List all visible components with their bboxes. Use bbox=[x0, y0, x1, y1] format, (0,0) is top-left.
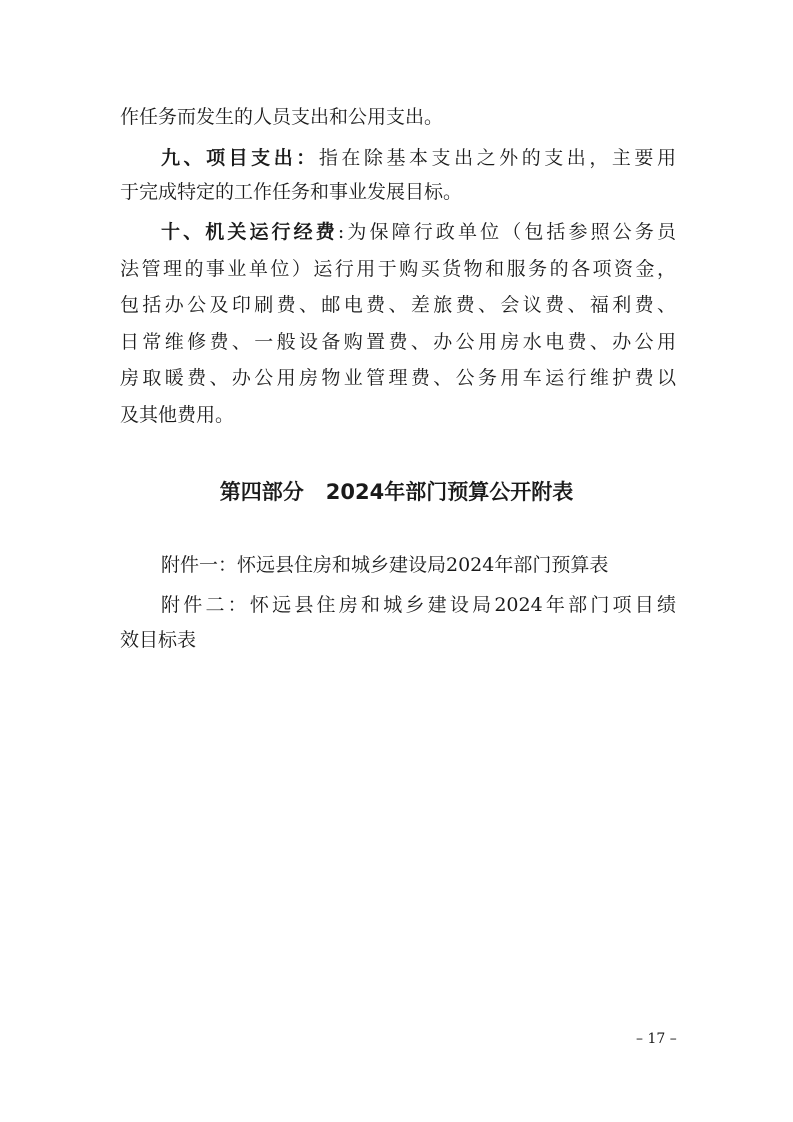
item-nine-line-2 bbox=[120, 180, 676, 204]
section-heading bbox=[0, 478, 793, 506]
item-nine-label: 九、项目支出： bbox=[161, 147, 319, 169]
attachment-two-line-2 bbox=[120, 628, 676, 652]
attachment-one-text: 附件一：怀远县住房和城乡建设局2024年部门预算表 bbox=[161, 554, 609, 576]
item-ten-line-3 bbox=[120, 293, 676, 317]
item-nine-line-1 bbox=[161, 146, 676, 170]
attachment-one bbox=[161, 553, 676, 577]
item-ten-line-4 bbox=[120, 330, 676, 354]
item-ten-text-4: 日常维修费、一般设备购置费、办公用房水电费、办公用 bbox=[120, 331, 676, 353]
section-part: 第四部分 bbox=[219, 480, 304, 504]
item-ten-line-1 bbox=[161, 220, 676, 244]
item-ten-label: 十、机关运行经费 bbox=[161, 221, 338, 243]
section-title-text: 2024年部门预算公开附表 bbox=[325, 480, 574, 504]
attachment-two-text-cont: 效目标表 bbox=[120, 629, 197, 651]
item-ten-text: :为保障行政单位（包括参照公务员 bbox=[337, 221, 676, 243]
item-ten-text-6: 及其他费用。 bbox=[120, 404, 235, 426]
attachment-two-line-1 bbox=[161, 593, 676, 617]
paragraph-text: 作任务而发生的人员支出和公用支出。 bbox=[120, 106, 444, 128]
item-ten-text-5: 房取暖费、办公用房物业管理费、公务用车运行维护费以 bbox=[120, 367, 676, 389]
item-ten-line-5 bbox=[120, 366, 676, 390]
page-number: – 17 – bbox=[636, 1031, 677, 1047]
item-ten-text-3: 包括办公及印刷费、邮电费、差旅费、会议费、福利费、 bbox=[120, 294, 676, 316]
item-ten-line-6 bbox=[120, 403, 676, 427]
item-ten-line-2 bbox=[120, 257, 676, 281]
item-ten-text-2: 法管理的事业单位）运行用于购买货物和服务的各项资金， bbox=[120, 258, 676, 280]
item-nine-text: 指在除基本支出之外的支出，主要用 bbox=[318, 147, 676, 169]
attachment-two-text: 附件二：怀远县住房和城乡建设局2024年部门项目绩 bbox=[161, 594, 676, 616]
paragraph-continuation bbox=[120, 105, 676, 129]
item-nine-text-cont: 于完成特定的工作任务和事业发展目标。 bbox=[120, 181, 463, 203]
